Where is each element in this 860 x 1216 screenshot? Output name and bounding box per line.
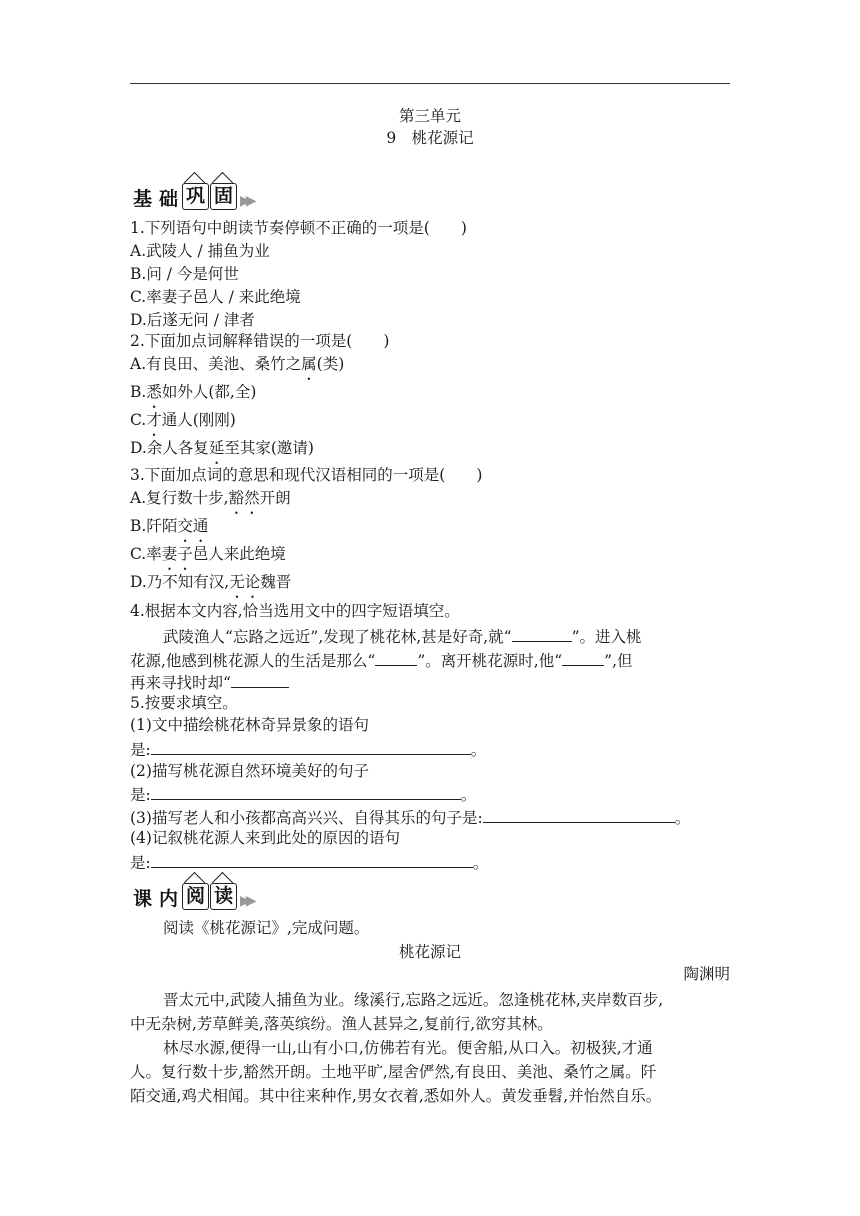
q5-part-2-answer: 是: 。 bbox=[130, 782, 476, 806]
q4-stem: 4.根据本文内容,恰当选用文中的四字短语填空。 bbox=[130, 602, 460, 620]
q1-option-b: B.问 / 今是何世 bbox=[130, 265, 239, 283]
q5-part-3: (3)描写老人和小孩都高高兴兴、自得其乐的句子是: 。 bbox=[130, 805, 690, 829]
q4-line-3: 再来寻找时却“ bbox=[130, 670, 289, 694]
q2-option-c: C.才通人(刚刚) bbox=[130, 411, 236, 429]
banner-char-boxed: 读 bbox=[210, 883, 237, 910]
q3-option-a: A.复行数十步,豁然开朗 bbox=[130, 489, 291, 507]
q3-option-b: B.阡陌交通 bbox=[130, 517, 209, 535]
answer-blank[interactable] bbox=[151, 782, 461, 800]
passage-line: 晋太元中,武陵人捕鱼为业。缘溪行,忘路之远近。忽逢桃花林,夹岸数百步, bbox=[163, 991, 664, 1009]
answer-blank[interactable] bbox=[231, 670, 289, 688]
q3-option-c: C.率妻子邑人来此绝境 bbox=[130, 545, 286, 563]
answer-blank[interactable] bbox=[483, 805, 675, 823]
passage-line: 陌交通,鸡犬相闻。其中往来种作,男女衣着,悉如外人。黄发垂髫,并怡然自乐。 bbox=[130, 1087, 662, 1105]
answer-blank[interactable] bbox=[375, 648, 417, 666]
banner-char: 础 bbox=[158, 188, 178, 210]
passage-line: 中无杂树,芳草鲜美,落英缤纷。渔人甚异之,复前行,欲穷其林。 bbox=[130, 1015, 553, 1033]
answer-blank[interactable] bbox=[512, 624, 572, 642]
q5-part-4-answer: 是: 。 bbox=[130, 850, 488, 874]
banner-char-boxed: 阅 bbox=[182, 883, 209, 910]
banner-char: 课 bbox=[132, 888, 152, 910]
q5-part-1-answer: 是: 。 bbox=[130, 737, 486, 761]
q1-option-c: C.率妻子邑人 / 来此绝境 bbox=[130, 288, 301, 306]
dotted-char: 属 bbox=[301, 355, 317, 373]
passage-author: 陶渊明 bbox=[683, 965, 730, 983]
banner-char: 内 bbox=[158, 888, 178, 910]
passage-title: 桃花源记 bbox=[398, 943, 461, 961]
q3-option-d: D.乃不知有汉,无论魏晋 bbox=[130, 573, 292, 591]
q2-option-a: A.有良田、美池、桑竹之属(类) bbox=[130, 355, 345, 373]
q1-stem: 1.下列语句中朗读节奏停顿不正确的一项是( ) bbox=[130, 219, 467, 237]
q4-line-1: 武陵渔人“忘路之远近”,发现了桃花林,甚是好奇,就“ ”。进入桃 bbox=[163, 624, 642, 648]
banner-char-boxed: 固 bbox=[210, 183, 237, 210]
dotted-char: 延 bbox=[208, 439, 225, 457]
section-banner-reading bbox=[130, 880, 252, 912]
section-banner-basics bbox=[130, 180, 252, 212]
answer-blank[interactable] bbox=[151, 737, 471, 755]
reading-intro: 阅读《桃花源记》,完成问题。 bbox=[163, 919, 370, 937]
dotted-char: 才 bbox=[146, 411, 162, 429]
banner-char-boxed: 巩 bbox=[182, 183, 209, 210]
unit-heading: 第三单元 bbox=[398, 107, 461, 125]
passage-line: 人。复行数十步,豁然开朗。土地平旷,屋舍俨然,有良田、美池、桑竹之属。阡 bbox=[130, 1063, 657, 1081]
chevron-right-icon: ▶▶ bbox=[240, 893, 252, 909]
passage-line: 林尽水源,便得一山,山有小口,仿佛若有光。便舍船,从口入。初极狭,才通 bbox=[163, 1039, 653, 1057]
top-rule bbox=[130, 83, 730, 84]
q1-option-a: A.武陵人 / 捕鱼为业 bbox=[130, 242, 270, 260]
lesson-title: 9 桃花源记 bbox=[386, 129, 474, 147]
q2-stem: 2.下面加点词解释错误的一项是( ) bbox=[130, 332, 390, 350]
banner-char: 基 bbox=[132, 188, 152, 210]
chevron-right-icon: ▶▶ bbox=[240, 193, 252, 209]
q5-stem: 5.按要求填空。 bbox=[130, 694, 238, 712]
dotted-char: 悉 bbox=[146, 383, 162, 401]
answer-blank[interactable] bbox=[151, 850, 473, 868]
q2-option-b: B.悉如外人(都,全) bbox=[130, 383, 257, 401]
q5-part-4: (4)记叙桃花源人来到此处的原因的语句 bbox=[130, 829, 400, 847]
q5-part-2: (2)描写桃花源自然环境美好的句子 bbox=[130, 762, 369, 780]
q4-line-2: 花源,他感到桃花源人的生活是那么“ ”。离开桃花源时,他“ ”,但 bbox=[130, 648, 633, 672]
q1-option-d: D.后遂无问 / 津者 bbox=[130, 311, 255, 329]
q2-option-d: D.余人各复延至其家(邀请) bbox=[130, 439, 314, 457]
q3-stem: 3.下面加点词的意思和现代汉语相同的一项是( ) bbox=[130, 466, 483, 484]
answer-blank[interactable] bbox=[562, 648, 604, 666]
q5-part-1: (1)文中描绘桃花林奇异景象的语句 bbox=[130, 716, 369, 734]
